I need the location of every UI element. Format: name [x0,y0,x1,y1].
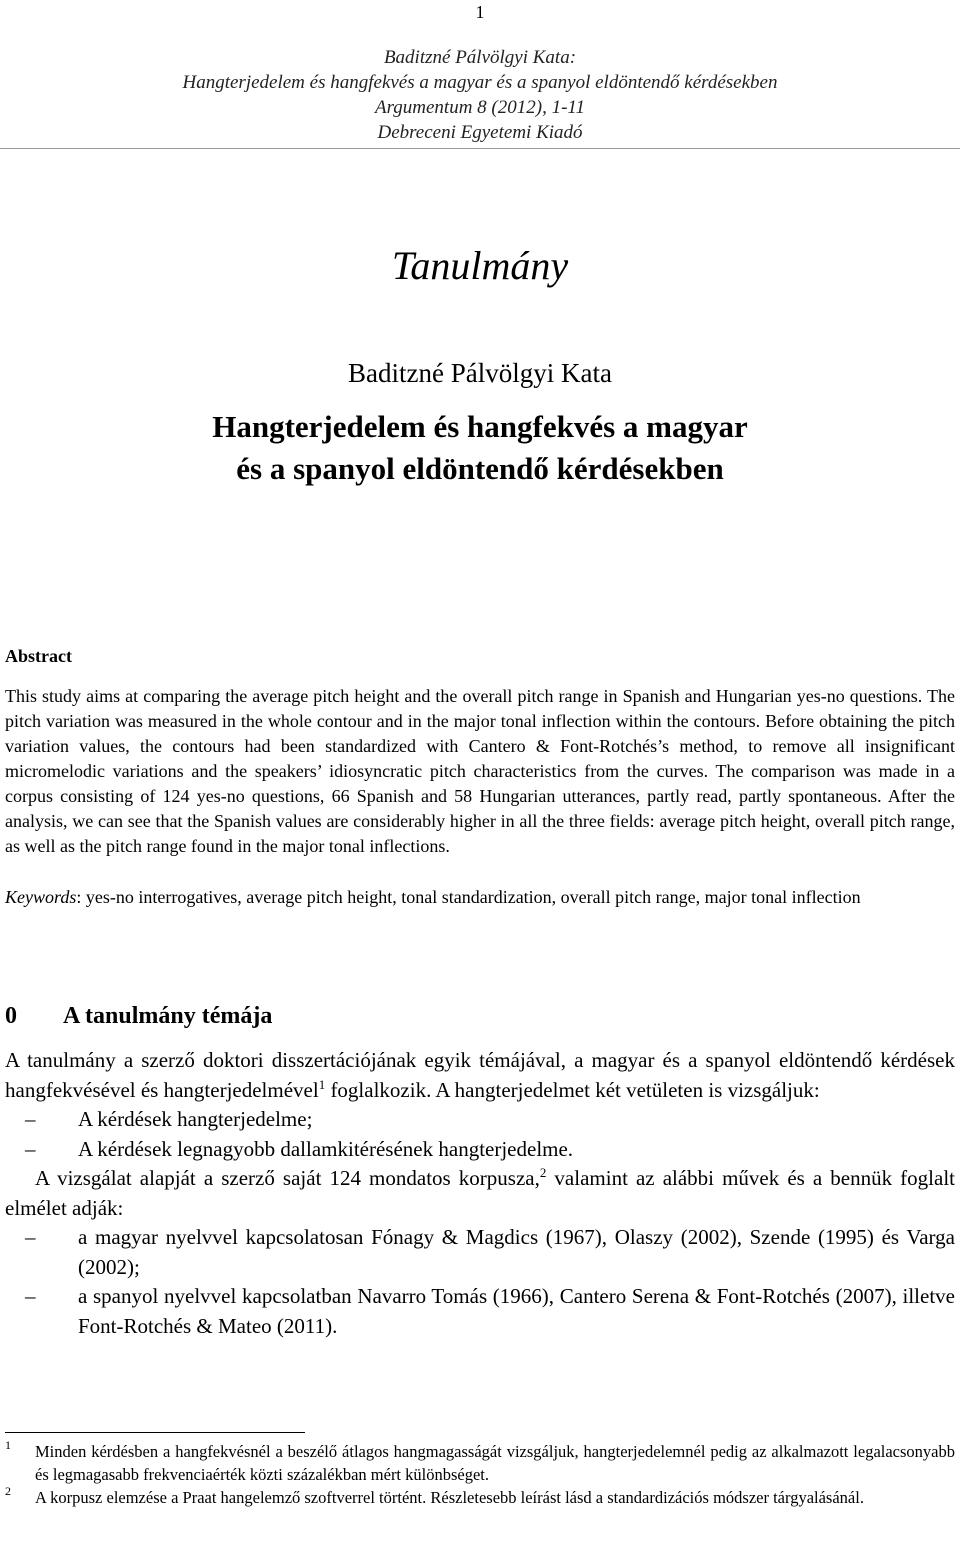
section-number: 0 [5,1003,17,1029]
paper-title-line: Hangterjedelem és hangfekvés a magyar [212,409,748,444]
header-title-line: Hangterjedelem és hangfekvés a magyar és a spanyol eldöntendő kérdésekben [182,72,778,93]
footnote-divider [5,1432,305,1433]
dash-bullet: – [25,1225,36,1249]
list-item-text: a spanyol nyelvvel kapcsolatban Navarro Tomás (1966), Cantero Serena & Font-Rotchés (2007), illetve Font-Rotchés & Mateo (2011). [78,1284,955,1338]
author-name: Baditzné Pálvölgyi Kata [348,358,612,388]
abstract-heading: Abstract [5,646,72,666]
footnote-number: 2 [5,1484,11,1498]
list-item-text: a magyar nyelvvel kapcsolatosan Fónagy & Magdics (1967), Olaszy (2002), Szende (1995) és Varga (2002); [78,1225,955,1279]
section-heading [5,1003,272,1030]
dash-bullet: – [25,1284,36,1308]
dash-list-1 [5,1105,955,1164]
list-item [5,1105,955,1135]
section-label: Tanulmány [391,243,569,288]
page-number: 1 [475,2,485,22]
section-title: A tanulmány témája [63,1003,273,1029]
list-item [5,1282,955,1341]
list-item-text: A kérdések legnagyobb dallamkitérésének hangterjedelme. [78,1136,574,1161]
keywords [5,885,955,910]
list-item-text: A kérdések hangterjedelme; [78,1107,313,1131]
footnote-ref-1[interactable]: 1 [318,1076,326,1092]
footnote-text: A korpusz elemzése a Praat hangelemző szoftverrel történt. Részletesebb leírást lásd a standardizációs módszer tárgyalásánál. [35,1488,864,1507]
footnote-2 [5,1486,955,1509]
header-journal-line: Argumentum 8 (2012), 1-11 [374,97,586,118]
paper-title [0,406,960,490]
dash-list-2 [5,1223,955,1341]
footnote-1 [5,1440,955,1486]
header-author-line: Baditzné Pálvölgyi Kata: [383,47,577,68]
footnotes [5,1440,955,1509]
keywords-label: Keywords [5,887,77,907]
citation-header [0,45,960,145]
abstract-text: This study aims at comparing the average pitch height and the overall pitch range in Spanish and Hungarian yes-no questions. The pitch variation was measured in the whole contour and in the major tonal inflection within the contours. Before obtaining the pitch variation values, the contours had been standardized with Cantero & Font-Rotchés’s method, to remove all insignificant micromelodic variations and the speakers’ idiosyncratic pitch characteristics from the curves. The comparison was made in a corpus consisting of 124 yes-no questions, 66 Spanish and 58 Hungarian utterances, partly read, partly spontaneous. After the analysis, we can see that the Spanish values are considerably higher in all the three fields: average pitch height, overall pitch range, as well as the pitch range found in the major tonal inflections. [5,686,955,856]
paper-title-line: és a spanyol eldöntendő kérdésekben [236,451,724,486]
paragraph-2-text: A vizsgálat alapját a szerző saját 124 mondatos korpusza, [35,1166,540,1190]
paragraph-2 [5,1164,955,1223]
list-item [5,1135,955,1165]
footnote-text: Minden kérdésben a hangfekvésnél a beszélő átlagos hangmagasságát vizsgáljuk, hangterjedelemnél pedig az alkalmazott legalacsonyabb és legmagasabb frekvenciaérték közti százalékban mért különbséget. [35,1442,955,1484]
paragraph-1 [5,1046,955,1105]
body-text [5,1046,955,1341]
footnote-number: 1 [5,1438,11,1452]
keywords-text: : yes-no interrogatives, average pitch height, tonal standardization, overall pitch range, major tonal inflection [76,887,861,907]
paragraph-1-text: A tanulmány a szerző doktori disszertációjának egyik témájával, a magyar és a spanyol eldöntendő kérdések hangfekvésével és hangterjedelmével [5,1048,955,1102]
dash-bullet: – [25,1107,36,1131]
footnote-ref-2[interactable]: 2 [539,1165,547,1180]
header-divider [0,148,960,149]
paragraph-1-text-end: foglalkozik. A hangterjedelmet két vetületen is vizsgáljuk: [325,1077,820,1102]
list-item [5,1223,955,1282]
dash-bullet: – [25,1136,36,1161]
paragraph-2-text-end: valamint az alábbi művek és a bennük foglalt elmélet adják: [5,1166,955,1220]
header-publisher-line: Debreceni Egyetemi Kiadó [377,122,583,143]
